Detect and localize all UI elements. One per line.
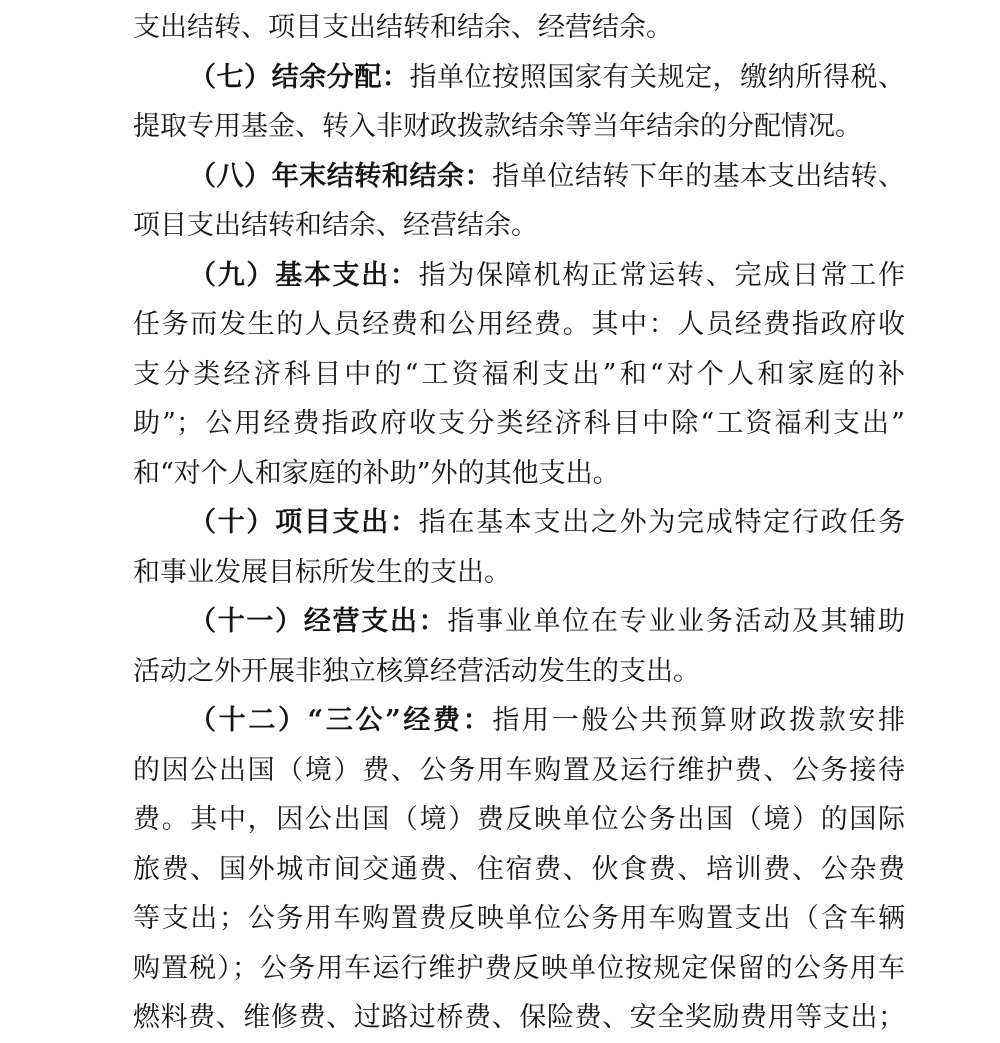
term-label: （十）项目支出： <box>189 507 419 538</box>
text-line <box>133 449 905 499</box>
term-label: （八）年末结转和结余： <box>189 160 493 192</box>
body-text: 燃料费、维修费、过路过桥费、保险费、安全奖励费用等支出； <box>133 1002 905 1033</box>
body-text: 支分类经济科目中的“工资福利支出”和“对个人和家庭的补 <box>133 358 905 390</box>
text-line <box>133 53 905 103</box>
body-text: 活动之外开展非独立核算经营活动发生的支出。 <box>133 655 700 687</box>
body-text: 购置税）；公务用车运行维护费反映单位按规定保留的公务用车 <box>133 952 905 984</box>
body-text: 的因公出国（境）费、公务用车购置及运行维护费、公务接待 <box>133 754 905 786</box>
text-line <box>133 647 905 697</box>
text-line <box>133 152 905 202</box>
term-label: （十一）经营支出： <box>189 606 448 637</box>
text-line <box>133 944 905 994</box>
text-line <box>133 201 905 251</box>
text-line <box>133 696 905 746</box>
body-text: 费。其中，因公出国（境）费反映单位公务出国（境）的国际 <box>133 804 905 835</box>
body-text: 指单位结转下年的基本支出结转、 <box>492 160 906 192</box>
text-line <box>133 3 905 53</box>
text-line <box>133 746 905 796</box>
body-text: 指为保障机构正常运转、完成日常工作 <box>418 259 906 291</box>
body-text: 支出结转、项目支出结转和结余、经营结余。 <box>133 12 673 43</box>
text-line <box>133 597 905 647</box>
text-line <box>133 251 905 301</box>
body-text: 指在基本支出之外为完成特定行政任务 <box>418 507 906 538</box>
body-text: 指事业单位在专业业务活动及其辅助 <box>447 606 905 637</box>
text-line <box>133 399 905 449</box>
text-line <box>133 102 905 152</box>
text-line <box>133 894 905 944</box>
body-text: 指单位按照国家有关规定，缴纳所得税、 <box>409 61 906 93</box>
body-text: 提取专用基金、转入非财政拨款结余等当年结余的分配情况。 <box>133 111 862 142</box>
text-line <box>133 795 905 845</box>
text-line <box>133 993 905 1043</box>
body-text: 任务而发生的人员经费和公用经费。其中：人员经费指政府收 <box>133 309 905 340</box>
text-line <box>133 350 905 400</box>
body-text: 助”；公用经费指政府收支分类经济科目中除“工资福利支出” <box>133 408 905 439</box>
text-line <box>133 498 905 548</box>
body-text: 旅费、国外城市间交通费、住宿费、伙食费、培训费、公杂费 <box>133 853 905 885</box>
text-line <box>133 548 905 598</box>
body-text: 指用一般公共预算财政拨款安排 <box>492 705 906 736</box>
text-line <box>133 300 905 350</box>
body-text: 等支出；公务用车购置费反映单位公务用车购置支出（含车辆 <box>133 903 905 934</box>
term-label: （十二）“三公”经费： <box>189 705 493 736</box>
body-text: 和事业发展目标所发生的支出。 <box>133 556 511 588</box>
term-label: （九）基本支出： <box>189 259 419 291</box>
term-label: （七）结余分配： <box>189 61 410 93</box>
body-text: 和“对个人和家庭的补助”外的其他支出。 <box>133 457 620 489</box>
text-line <box>133 845 905 895</box>
body-text: 项目支出结转和结余、经营结余。 <box>133 210 538 241</box>
